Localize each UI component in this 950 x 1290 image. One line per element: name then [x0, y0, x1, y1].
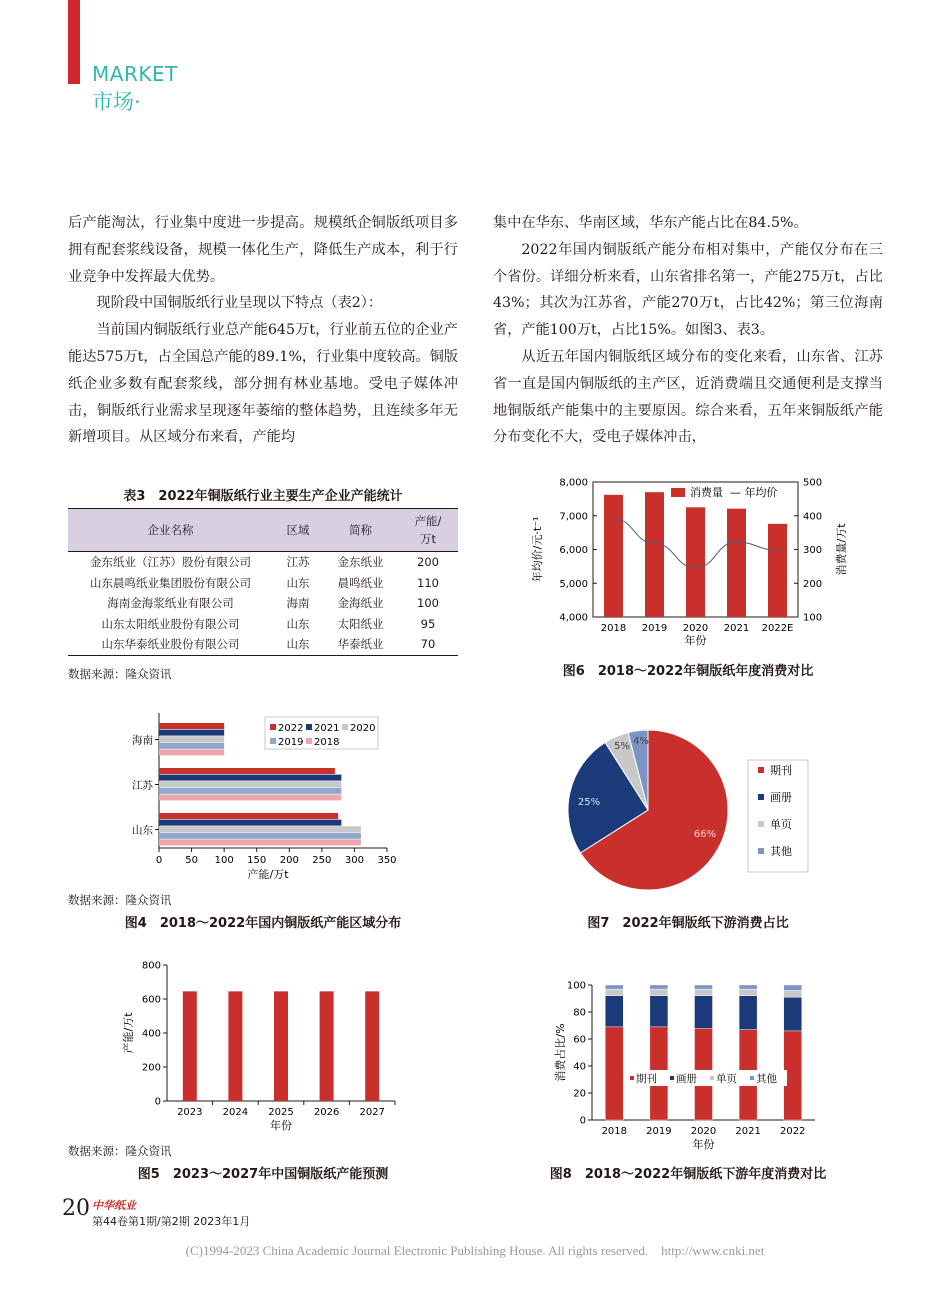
figure-7-caption: 图7 2022年铜版纸下游消费占比 — [587, 916, 789, 931]
paragraph: 现阶段中国铜版纸行业呈现以下特点（表2）： — [96, 295, 383, 312]
table-cell: 山东太阳纸业股份有限公司 — [101, 616, 240, 631]
bar — [604, 495, 623, 617]
bar — [727, 509, 746, 617]
legend-swatch — [270, 738, 276, 744]
y-tick-label: 20 — [573, 1088, 586, 1100]
stacked-bar-segment — [695, 989, 713, 996]
y-tick-label-right: 300 — [803, 545, 823, 556]
issue-info: 第44卷第1期/第2期 2023年1月 — [92, 1215, 251, 1228]
legend-label: 其他 — [756, 1073, 777, 1085]
y-tick-label: 40 — [573, 1061, 586, 1073]
table-cell: 95 — [420, 616, 436, 631]
stacked-bar-segment — [784, 990, 802, 997]
y-tick-label: 山东 — [132, 824, 153, 837]
stacked-bar-segment — [784, 997, 802, 1031]
y-tick-label: 400 — [141, 1028, 161, 1040]
section-title-en: MARKET — [92, 62, 178, 86]
stacked-bar-segment — [650, 996, 668, 1027]
table3-caption: 表3 2022年铜版纸行业主要生产企业产能统计 — [123, 489, 403, 504]
stacked-bar-segment — [605, 1027, 623, 1120]
legend-swatch — [758, 848, 764, 854]
table-cell: 金海纸业 — [337, 596, 384, 611]
table-cell: 200 — [417, 555, 439, 570]
y-tick-label: 800 — [141, 960, 161, 972]
legend-swatch — [270, 724, 276, 730]
legend-label: 2018 — [314, 737, 340, 748]
figure-8-caption: 图8 2018～2022年铜版纸下游年度消费对比 — [549, 1167, 827, 1182]
bar — [320, 991, 334, 1101]
header-accent-bar — [68, 0, 80, 84]
table-cell: 晨鸣纸业 — [337, 575, 384, 590]
stacked-bar-segment — [739, 996, 757, 1030]
x-tick-label: 2022 — [779, 1126, 806, 1137]
section-title-cn: 市场· — [92, 90, 141, 114]
legend-label: 期刊 — [636, 1073, 657, 1085]
table-cell: 70 — [398, 634, 458, 655]
legend-label: 2019 — [278, 737, 304, 748]
table-cell: 金东纸业 — [337, 555, 384, 570]
x-tick-label: 2020 — [682, 623, 709, 634]
paragraph: 集中在华东、华南区域，华东产能占比在84.5%。 — [493, 215, 808, 231]
bar — [159, 743, 224, 749]
bar — [159, 826, 361, 832]
x-tick-label: 2021 — [735, 1126, 761, 1137]
figure-7-chart — [493, 725, 883, 905]
stacked-bar-segment — [739, 989, 757, 996]
y-axis-title-right: 消费量/万t — [835, 523, 848, 576]
slice-label: 66% — [693, 829, 717, 840]
page-number: 20 — [62, 1196, 90, 1221]
table-header: 简称 — [323, 509, 398, 552]
x-tick-label: 0 — [155, 855, 163, 866]
table-cell: 山东 — [273, 634, 323, 655]
legend-swatch — [342, 724, 348, 730]
y-tick-label: 100 — [566, 980, 586, 992]
bar — [159, 839, 361, 845]
figure-5-source: 数据来源：隆众资讯 — [68, 1144, 172, 1158]
legend-label: 单页 — [770, 818, 792, 831]
figure-4-chart — [110, 705, 430, 885]
bar — [159, 794, 341, 800]
table-row — [68, 573, 458, 594]
table-row — [68, 634, 458, 655]
slice-label: 4% — [633, 736, 649, 747]
bar — [159, 736, 224, 742]
bar — [768, 524, 787, 617]
legend-label: 其他 — [770, 845, 792, 858]
legend-label: 期刊 — [770, 764, 792, 777]
y-tick-label-left: 8,000 — [559, 477, 588, 489]
figure-4-caption: 图4 2018～2022年国内铜版纸产能区域分布 — [124, 916, 402, 931]
x-tick-label: 100 — [214, 855, 234, 866]
table-cell: 山东华泰纸业股份有限公司 — [68, 634, 273, 655]
y-axis-title-left: 年均价/元·t⁻¹ — [531, 516, 544, 583]
y-tick-label: 600 — [141, 994, 161, 1006]
y-tick-label: 60 — [573, 1034, 586, 1046]
table3-source: 数据来源：隆众资讯 — [68, 667, 172, 681]
table-header: 产能/ 万t — [398, 509, 458, 552]
paragraph: 当前国内铜版纸行业总产能645万t，行业前五位的企业产能达575万t，占全国总产能的89.1%，行业集中度较高。铜版纸企业多数有配套浆线，部分拥有林业基地。受电子媒体冲击，铜版纸行业需求呈现逐年萎缩的整体趋势，且连续多年无新增项目。从区域分布来看，产能均 — [68, 322, 458, 446]
stacked-bar-segment — [650, 985, 668, 989]
y-tick-label-left: 6,000 — [559, 545, 588, 556]
stacked-bar-segment — [605, 989, 623, 996]
table-cell: 海南金海浆纸业有限公司 — [107, 596, 234, 611]
bar — [159, 775, 341, 781]
table-cell: 江苏 — [286, 555, 310, 570]
x-tick-label: 2022E — [761, 623, 794, 634]
bar — [159, 781, 341, 787]
x-tick-label: 2018 — [601, 1126, 628, 1137]
legend-swatch — [671, 488, 685, 497]
legend-swatch — [758, 821, 764, 827]
figure-8-chart — [540, 975, 840, 1155]
x-tick-label: 2021 — [723, 623, 750, 634]
stacked-bar-segment — [695, 996, 713, 1028]
x-tick-label: 350 — [377, 855, 397, 866]
slice-label: 25% — [577, 797, 601, 808]
figure-6-chart — [493, 472, 883, 657]
x-axis-title: 产能/万t — [247, 868, 289, 881]
bar — [159, 749, 224, 755]
paragraph: 2022年国内铜版纸产能分布相对集中，产能仅分布在三个省份。详细分析来看，山东省排名第一，产能275万t，占比43%；其次为江苏省，产能270万t，占比42%；第三位海南省，产能100万t，占比15%。如图3、表3。 — [493, 241, 883, 339]
legend-swatch — [670, 1076, 674, 1080]
legend-label: — 年均价 — [730, 486, 778, 499]
x-tick-label: 2019 — [641, 623, 668, 634]
y-axis-title: 消费占比/% — [554, 1023, 567, 1082]
x-axis-title: 年份 — [692, 1138, 715, 1151]
y-tick-label: 0 — [154, 1096, 161, 1108]
figure-5-chart — [110, 955, 410, 1140]
legend-label: 2020 — [350, 723, 376, 734]
y-tick-label-left: 5,000 — [559, 578, 588, 590]
table-row — [68, 614, 458, 635]
bar — [159, 723, 224, 729]
x-tick-label: 250 — [312, 855, 332, 866]
bar — [159, 813, 338, 819]
x-tick-label: 2018 — [600, 623, 627, 634]
y-tick-label-left: 7,000 — [559, 511, 588, 523]
bar — [159, 730, 224, 736]
y-tick-label-right: 100 — [803, 612, 823, 624]
bar — [645, 492, 664, 617]
x-tick-label: 2019 — [646, 1126, 672, 1137]
bar — [159, 768, 335, 774]
journal-logo: 中华纸业 — [92, 1199, 136, 1212]
y-tick-label-left: 4,000 — [559, 612, 588, 624]
copyright-line: (C)1994-2023 China Academic Journal Electronic Publishing House. All rights reserved. http://www.cnki.net — [185, 1243, 765, 1258]
x-tick-label: 150 — [247, 855, 267, 866]
stacked-bar-segment — [605, 985, 623, 989]
x-tick-label: 2023 — [177, 1107, 203, 1118]
table-cell: 山东 — [286, 616, 310, 631]
stacked-bar-segment — [605, 996, 623, 1027]
bar — [159, 788, 341, 794]
slice-label: 5% — [614, 741, 630, 752]
table-cell: 100 — [417, 596, 439, 611]
figure-4-source: 数据来源：隆众资讯 — [68, 893, 172, 907]
right-text-column — [493, 210, 883, 451]
stacked-bar-segment — [739, 985, 757, 989]
y-tick-label: 80 — [573, 1007, 586, 1019]
bar — [274, 991, 288, 1101]
legend-label: 2021 — [314, 723, 340, 734]
x-tick-label: 2025 — [268, 1107, 294, 1118]
bar — [159, 820, 341, 826]
legend-label: 2022 — [278, 723, 304, 734]
y-tick-label-right: 200 — [803, 578, 823, 590]
table3 — [68, 508, 458, 656]
y-tick-label-right: 400 — [803, 511, 823, 523]
x-tick-label: 2026 — [313, 1107, 340, 1118]
legend-swatch — [306, 724, 312, 730]
bar — [159, 833, 361, 839]
table-header: 企业名称 — [68, 509, 273, 552]
bar — [365, 991, 379, 1101]
figure-6-caption: 图6 2018～2022年铜版纸年度消费对比 — [562, 664, 814, 679]
stacked-bar-segment — [784, 985, 802, 990]
table-row — [68, 552, 458, 573]
x-axis-title: 年份 — [684, 634, 707, 647]
x-tick-label: 50 — [185, 855, 198, 866]
paragraph: 后产能淘汰，行业集中度进一步提高。规模纸企铜版纸项目多拥有配套浆线设备，规模一体化生产，降低生产成本，利于行业竞争中发挥最大优势。 — [68, 215, 458, 285]
legend-swatch — [710, 1076, 714, 1080]
y-tick-label: 海南 — [132, 734, 153, 747]
legend-label: 单页 — [716, 1073, 737, 1085]
legend-label: 画册 — [770, 791, 792, 804]
x-tick-label: 300 — [344, 855, 364, 866]
x-tick-label: 2027 — [359, 1107, 385, 1118]
table-cell: 110 — [417, 575, 439, 590]
legend-swatch — [630, 1076, 634, 1080]
table-cell: 太阳纸业 — [337, 616, 384, 631]
paragraph: 从近五年国内铜版纸区域分布的变化来看，山东省、江苏省一直是国内铜版纸的主产区，近消费端且交通便利是支撑当地铜版纸产能集中的主要原因。综合来看，五年来铜版纸产能分布变化不大，受电子媒体冲击， — [493, 348, 883, 446]
legend-swatch — [750, 1076, 754, 1080]
y-tick-label-right: 500 — [803, 477, 823, 489]
x-tick-label: 2020 — [690, 1126, 717, 1137]
x-tick-label: 200 — [279, 855, 299, 866]
y-tick-label: 200 — [141, 1062, 161, 1074]
legend-swatch — [758, 767, 764, 773]
y-axis-title: 产能/万t — [122, 1012, 135, 1054]
y-tick-label: 江苏 — [132, 779, 153, 792]
bar — [183, 991, 197, 1101]
legend-label: 消费量 — [690, 486, 723, 499]
legend-swatch — [758, 794, 764, 800]
table-cell: 金东纸业（江苏）股份有限公司 — [90, 555, 251, 570]
legend-swatch — [306, 738, 312, 744]
x-axis-title: 年份 — [270, 1119, 292, 1132]
table-cell: 海南 — [286, 596, 310, 611]
stacked-bar-segment — [650, 989, 668, 996]
y-tick-label: 0 — [579, 1115, 586, 1127]
figure-5-caption: 图5 2023～2027年中国铜版纸产能预测 — [137, 1167, 389, 1182]
x-tick-label: 2024 — [222, 1107, 249, 1118]
legend-label: 画册 — [676, 1073, 697, 1085]
bar — [228, 991, 242, 1101]
table-cell: 山东 — [286, 575, 310, 590]
bar — [686, 507, 705, 617]
table-row — [68, 593, 458, 614]
stacked-bar-segment — [695, 985, 713, 989]
table-cell: 华泰纸业 — [323, 634, 398, 655]
table-cell: 山东晨鸣纸业集团股份有限公司 — [90, 575, 251, 590]
left-text-column — [68, 210, 458, 451]
table-header: 区域 — [273, 509, 323, 552]
